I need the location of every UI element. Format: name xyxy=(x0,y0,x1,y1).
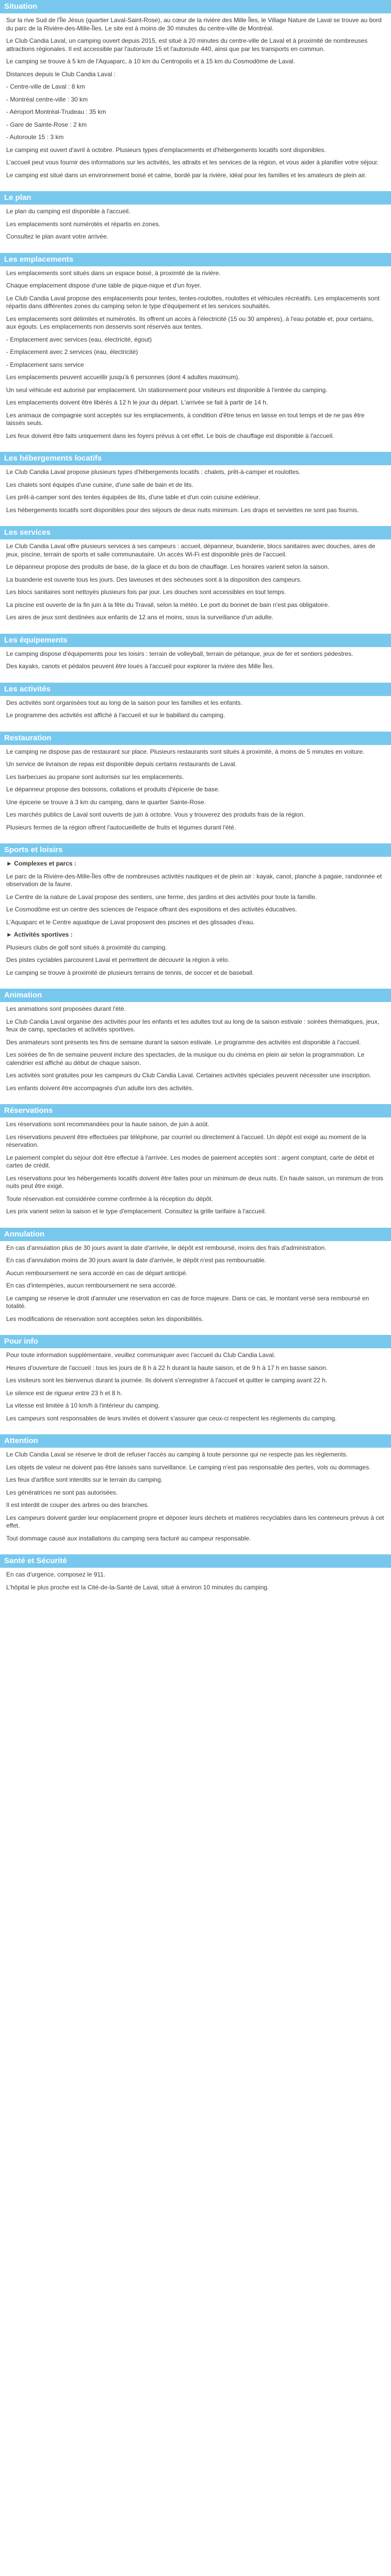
paragraph: Le Club Candia Laval, un camping ouvert depuis 2015, est situé à 20 minutes du centre-ville de Laval et à proximité de nombreuses attractions régionales. Il est accessible par l'autoroute 15 et l'autoroute 440, ainsi que par les transports en commun. xyxy=(6,37,368,53)
paragraph: Des activités sont organisées tout au long de la saison pour les familles et les enfants. xyxy=(6,699,242,706)
paragraph: Une épicerie se trouve à 3 km du camping, dans le quartier Sainte-Rose. xyxy=(6,798,206,806)
paragraph: Des animateurs sont présents les fins de semaine durant la saison estivale. Le programme des activités est disponible à l'accueil. xyxy=(6,1038,361,1046)
section-title-restauration: Restauration xyxy=(0,732,391,745)
paragraph: Les visiteurs sont les bienvenus durant la journée. Ils doivent s'enregistrer à l'accueil et quitter le camping avant 22 h. xyxy=(6,1377,328,1384)
paragraph: Consultez le plan avant votre arrivée. xyxy=(6,233,109,240)
paragraph: Les modifications de réservation sont acceptées selon les disponibilités. xyxy=(6,1315,204,1323)
paragraph: Le plan du camping est disponible à l'accueil. xyxy=(6,208,131,215)
paragraph: Les emplacements peuvent accueillir jusqu'à 6 personnes (dont 4 adultes maximum). xyxy=(6,374,240,381)
section-reservations xyxy=(0,1104,391,1228)
section-locatifs xyxy=(0,452,391,526)
section-body-sports xyxy=(0,857,391,989)
paragraph: Les chalets sont équipés d'une cuisine, d'une salle de bain et de lits. xyxy=(6,481,193,488)
list-item: - Montréal centre-ville : 30 km xyxy=(6,95,88,103)
paragraph: Le Club Candia Laval organise des activités pour les enfants et les adultes tout au long de la saison estivale : soirées thématiques, jeux, feux de camp, spectacles et activités sportives. xyxy=(6,1018,380,1033)
section-title-services: Les services xyxy=(0,526,391,539)
paragraph: Le paiement complet du séjour doit être effectué à l'arrivée. Les modes de paiement acceptés sont : argent comptant, carte de débit et cartes de crédit. xyxy=(6,1154,374,1169)
paragraph: Le camping se trouve à 5 km de l'Aquaparc, à 10 km du Centropolis et à 15 km du Cosmodôme de Laval. xyxy=(6,58,295,65)
paragraph: Les emplacements sont délimités et numérotés. Ils offrent un accès à l'électricité (15 ou 30 ampères), à l'eau potable et, pour certains, aux égouts. Les emplacements non desservis sont réservés aux tentes. xyxy=(6,315,374,330)
paragraph: Les activités sont gratuites pour les campeurs du Club Candia Laval. Certaines activités spéciales peuvent nécessiter une inscription. xyxy=(6,1072,371,1079)
paragraph: L'Aquaparc et le Centre aquatique de Laval proposent des piscines et des glissades d'eau. xyxy=(6,918,255,926)
paragraph: Les marchés publics de Laval sont ouverts de juin à octobre. Vous y trouverez des produits frais de la région. xyxy=(6,811,305,818)
paragraph: Sur la rive Sud de l'Île Jésus (quartier Laval-Saint-Rose), au cœur de la rivière des Mille Îles, le Village Nature de Laval se trouve au bord du parc de la Rivière-des-Mille-Îles. Le site est à moins de 30 minutes du centre-ville de Montréal. xyxy=(6,16,382,32)
paragraph: Le camping ne dispose pas de restaurant sur place. Plusieurs restaurants sont situés à proximité, à moins de 5 minutes en voiture. xyxy=(6,748,365,755)
paragraph: Les emplacements sont numérotés et répartis en zones. xyxy=(6,220,160,228)
paragraph: Plusieurs clubs de golf sont situés à proximité du camping. xyxy=(6,943,167,951)
subheading: ► Complexes et parcs : xyxy=(6,860,76,867)
section-animation xyxy=(0,989,391,1104)
paragraph: Les barbecues au propane sont autorisés sur les emplacements. xyxy=(6,773,184,781)
section-restauration xyxy=(0,732,391,844)
paragraph: Les aires de jeux sont destinées aux enfants de 12 ans et moins, sous la surveillance d'un adulte. xyxy=(6,614,273,621)
paragraph: Les emplacements doivent être libérés à 12 h le jour du départ. L'arrivée se fait à partir de 14 h. xyxy=(6,399,268,406)
section-body-emplacements xyxy=(0,266,391,452)
paragraph: Le Club Candia Laval se réserve le droit de refuser l'accès au camping à toute personne qui ne respecte pas les règlements. xyxy=(6,1451,348,1458)
section-equipements xyxy=(0,634,391,683)
section-info xyxy=(0,1335,391,1434)
list-item: - Aéroport Montréal-Trudeau : 35 km xyxy=(6,108,106,115)
paragraph: Les enfants doivent être accompagnés d'un adulte lors des activités. xyxy=(6,1084,194,1092)
section-body-locatifs xyxy=(0,465,391,526)
paragraph: Plusieurs fermes de la région offrent l'autocueillette de fruits et légumes durant l'été. xyxy=(6,823,236,831)
paragraph: En cas d'intempéries, aucun remboursement ne sera accordé. xyxy=(6,1282,177,1289)
paragraph: En cas d'annulation plus de 30 jours avant la date d'arrivée, le dépôt est remboursé, moins des frais d'administration. xyxy=(6,1244,327,1251)
list-item: - Autoroute 15 : 3 km xyxy=(6,133,64,141)
paragraph: Il est interdit de couper des arbres ou des branches. xyxy=(6,1501,149,1509)
section-situation xyxy=(0,0,391,191)
section-body-restauration xyxy=(0,745,391,844)
list-item: - Centre-ville de Laval : 8 km xyxy=(6,83,85,90)
section-title-equipements: Les équipements xyxy=(0,634,391,647)
paragraph: Les soirées de fin de semaine peuvent inclure des spectacles, de la musique ou du cinéma en plein air selon la programmation. Le calendrier est affiché au début de chaque saison. xyxy=(6,1051,365,1066)
section-body-plan xyxy=(0,205,391,253)
paragraph: Le camping est situé dans un environnement boisé et calme, bordé par la rivière, idéal pour les familles et les amateurs de plein air. xyxy=(6,171,367,179)
paragraph: Les feux doivent être faits uniquement dans les foyers prévus à cet effet. Le bois de chauffage est disponible à l'accueil. xyxy=(6,432,334,439)
section-body-reservations xyxy=(0,1117,391,1228)
paragraph: Tout dommage causé aux installations du camping sera facturé au campeur responsable. xyxy=(6,1534,251,1542)
section-attention xyxy=(0,1434,391,1554)
paragraph: Le parc de la Rivière-des-Mille-Îles offre de nombreuses activités nautiques et de plein air : kayak, canot, planche à pagaie, randonnée et observation de la faune. xyxy=(6,872,382,888)
section-title-attention: Attention xyxy=(0,1434,391,1448)
paragraph: Distances depuis le Club Candia Laval : xyxy=(6,70,116,78)
paragraph: Heures d'ouverture de l'accueil : tous les jours de 8 h à 22 h durant la haute saison, et de 9 h à 17 h en basse saison. xyxy=(6,1364,328,1371)
section-body-activites xyxy=(0,696,391,732)
paragraph: Les génératrices ne sont pas autorisées. xyxy=(6,1488,118,1496)
paragraph: Le Cosmodôme est un centre des sciences de l'espace offrant des expositions et des activités éducatives. xyxy=(6,906,297,913)
paragraph: Les blocs sanitaires sont nettoyés plusieurs fois par jour. Les douches sont accessibles en tout temps. xyxy=(6,588,286,596)
section-body-animation xyxy=(0,1002,391,1104)
paragraph: Les réservations peuvent être effectuées par téléphone, par courriel ou directement à l'accueil. Un dépôt est exigé au moment de la réservation. xyxy=(6,1133,366,1148)
paragraph: En cas d'annulation moins de 30 jours avant la date d'arrivée, le dépôt n'est pas remboursable. xyxy=(6,1257,266,1264)
paragraph: Le camping dispose d'équipements pour les loisirs : terrain de volleyball, terrain de pétanque, jeux de fer et sentiers pédestres. xyxy=(6,650,353,657)
paragraph: La piscine est ouverte de la fin juin à la fête du Travail, selon la météo. Le port du bonnet de bain n'est pas obligatoire. xyxy=(6,601,330,608)
subheading: ► Activités sportives : xyxy=(6,931,73,938)
section-plan xyxy=(0,191,391,253)
paragraph: L'hôpital le plus proche est la Cité-de-la-Santé de Laval, situé à environ 10 minutes du camping. xyxy=(6,1583,269,1591)
section-body-equipements xyxy=(0,647,391,683)
paragraph: La vitesse est limitée à 10 km/h à l'intérieur du camping. xyxy=(6,1402,160,1409)
paragraph: Les feux d'artifice sont interdits sur le terrain du camping. xyxy=(6,1476,163,1483)
section-title-situation: Situation xyxy=(0,0,391,13)
section-emplacements xyxy=(0,253,391,452)
list-item: - Gare de Sainte-Rose : 2 km xyxy=(6,121,87,128)
section-title-activites: Les activités xyxy=(0,683,391,696)
paragraph: Des pistes cyclables parcourent Laval et permettent de découvrir la région à vélo. xyxy=(6,956,230,963)
section-body-situation xyxy=(0,13,391,191)
section-body-annulation xyxy=(0,1241,391,1335)
paragraph: Le dépanneur propose des boissons, collations et produits d'épicerie de base. xyxy=(6,786,220,793)
section-body-sante xyxy=(0,1568,391,1603)
paragraph: Un seul véhicule est autorisé par emplacement. Un stationnement pour visiteurs est disponible à l'entrée du camping. xyxy=(6,386,328,394)
paragraph: Les réservations pour les hébergements locatifs doivent être faites pour un minimum de deux nuits. En haute saison, un minimum de trois nuits peut être exigé. xyxy=(6,1174,384,1190)
list-item: - Emplacement avec 2 services (eau, électricité) xyxy=(6,348,138,355)
paragraph: Le camping est ouvert d'avril à octobre. Plusieurs types d'emplacements et d'hébergements locatifs sont disponibles. xyxy=(6,146,326,154)
section-services xyxy=(0,526,391,634)
section-sports xyxy=(0,843,391,989)
paragraph: Aucun remboursement ne sera accordé en cas de départ anticipé. xyxy=(6,1269,188,1277)
paragraph: Les prix varient selon la saison et le type d'emplacement. Consultez la grille tarifaire à l'accueil. xyxy=(6,1208,267,1215)
paragraph: Un service de livraison de repas est disponible depuis certains restaurants de Laval. xyxy=(6,760,237,768)
section-title-annulation: Annulation xyxy=(0,1228,391,1241)
section-title-sante: Santé et Sécurité xyxy=(0,1554,391,1568)
paragraph: Les prêt-à-camper sont des tentes équipées de lits, d'une table et d'un coin cuisine extérieur. xyxy=(6,494,260,501)
section-title-locatifs: Les hébergements locatifs xyxy=(0,452,391,465)
paragraph: En cas d'urgence, composez le 911. xyxy=(6,1571,106,1578)
paragraph: Le Club Candia Laval propose des emplacements pour tentes, tentes-roulottes, roulottes et véhicules récréatifs. Les emplacements sont répartis dans différentes zones du camping selon le type d'équipement et les services souhaités. xyxy=(6,294,380,310)
section-title-plan: Le plan xyxy=(0,191,391,205)
paragraph: Pour toute information supplémentaire, veuillez communiquer avec l'accueil du Club Candia Laval. xyxy=(6,1351,275,1359)
section-activites xyxy=(0,683,391,732)
section-body-services xyxy=(0,539,391,634)
section-title-animation: Animation xyxy=(0,989,391,1002)
section-title-sports: Sports et loisirs xyxy=(0,843,391,857)
paragraph: Les emplacements sont situés dans un espace boisé, à proximité de la rivière. xyxy=(6,269,221,277)
paragraph: Le camping se trouve à proximité de plusieurs terrains de tennis, de soccer et de baseball. xyxy=(6,969,254,976)
paragraph: Les campeurs sont responsables de leurs invités et doivent s'assurer que ceux-ci respectent les règlements du camping. xyxy=(6,1414,337,1422)
paragraph: L'accueil peut vous fournir des informations sur les activités, les attraits et les services de la région, et vous aider à planifier votre séjour. xyxy=(6,159,379,166)
section-title-emplacements: Les emplacements xyxy=(0,253,391,266)
paragraph: Les objets de valeur ne doivent pas être laissés sans surveillance. Le camping n'est pas responsable des pertes, vols ou dommages. xyxy=(6,1463,371,1471)
paragraph: Des kayaks, canots et pédalos peuvent être loués à l'accueil pour explorer la rivière des Mille Îles. xyxy=(6,663,274,670)
paragraph: Le camping se réserve le droit d'annuler une réservation en cas de force majeure. Dans ce cas, le montant versé sera remboursé en totalité. xyxy=(6,1294,369,1310)
section-title-reservations: Réservations xyxy=(0,1104,391,1117)
list-item: - Emplacement avec services (eau, électricité, égout) xyxy=(6,335,152,343)
paragraph: Toute réservation est considérée comme confirmée à la réception du dépôt. xyxy=(6,1195,213,1202)
paragraph: Les animaux de compagnie sont acceptés sur les emplacements, à condition d'être tenus en laisse en tout temps et de ne pas être laissés seuls. xyxy=(6,411,365,427)
paragraph: Les réservations sont recommandées pour la haute saison, de juin à août. xyxy=(6,1121,209,1128)
section-title-info: Pour info xyxy=(0,1335,391,1348)
paragraph: Le dépanneur propose des produits de base, de la glace et du bois de chauffage. Les horaires varient selon la saison. xyxy=(6,563,330,570)
paragraph: La buanderie est ouverte tous les jours. Des laveuses et des sécheuses sont à la disposition des campeurs. xyxy=(6,575,302,583)
paragraph: Les animations sont proposées durant l'été. xyxy=(6,1005,126,1012)
paragraph: Le silence est de rigueur entre 23 h et 8 h. xyxy=(6,1389,122,1397)
paragraph: Les campeurs doivent garder leur emplacement propre et déposer leurs déchets et matières recyclables dans les conteneurs prévus à cet effet. xyxy=(6,1514,384,1529)
paragraph: Les hébergements locatifs sont disponibles pour des séjours de deux nuits minimum. Les draps et serviettes ne sont pas fournis. xyxy=(6,506,359,514)
paragraph: Chaque emplacement dispose d'une table de pique-nique et d'un foyer. xyxy=(6,282,202,289)
paragraph: Le programme des activités est affiché à l'accueil et sur le babillard du camping. xyxy=(6,711,225,719)
section-body-attention xyxy=(0,1448,391,1554)
paragraph: Le Club Candia Laval offre plusieurs services à ses campeurs : accueil, dépanneur, buanderie, blocs sanitaires avec douches, aires de jeux, piscine, terrain de sports et salle communautaire. Un accès Wi-Fi est disponible près de l'accueil. xyxy=(6,543,376,558)
list-item: - Emplacement sans service xyxy=(6,361,84,368)
section-sante xyxy=(0,1554,391,1603)
paragraph: Le Centre de la nature de Laval propose des sentiers, une ferme, des jardins et des activités pour toute la famille. xyxy=(6,893,317,901)
section-annulation xyxy=(0,1228,391,1335)
paragraph: Le Club Candia Laval propose plusieurs types d'hébergements locatifs : chalets, prêt-à-camper et roulottes. xyxy=(6,468,301,476)
section-body-info xyxy=(0,1348,391,1434)
